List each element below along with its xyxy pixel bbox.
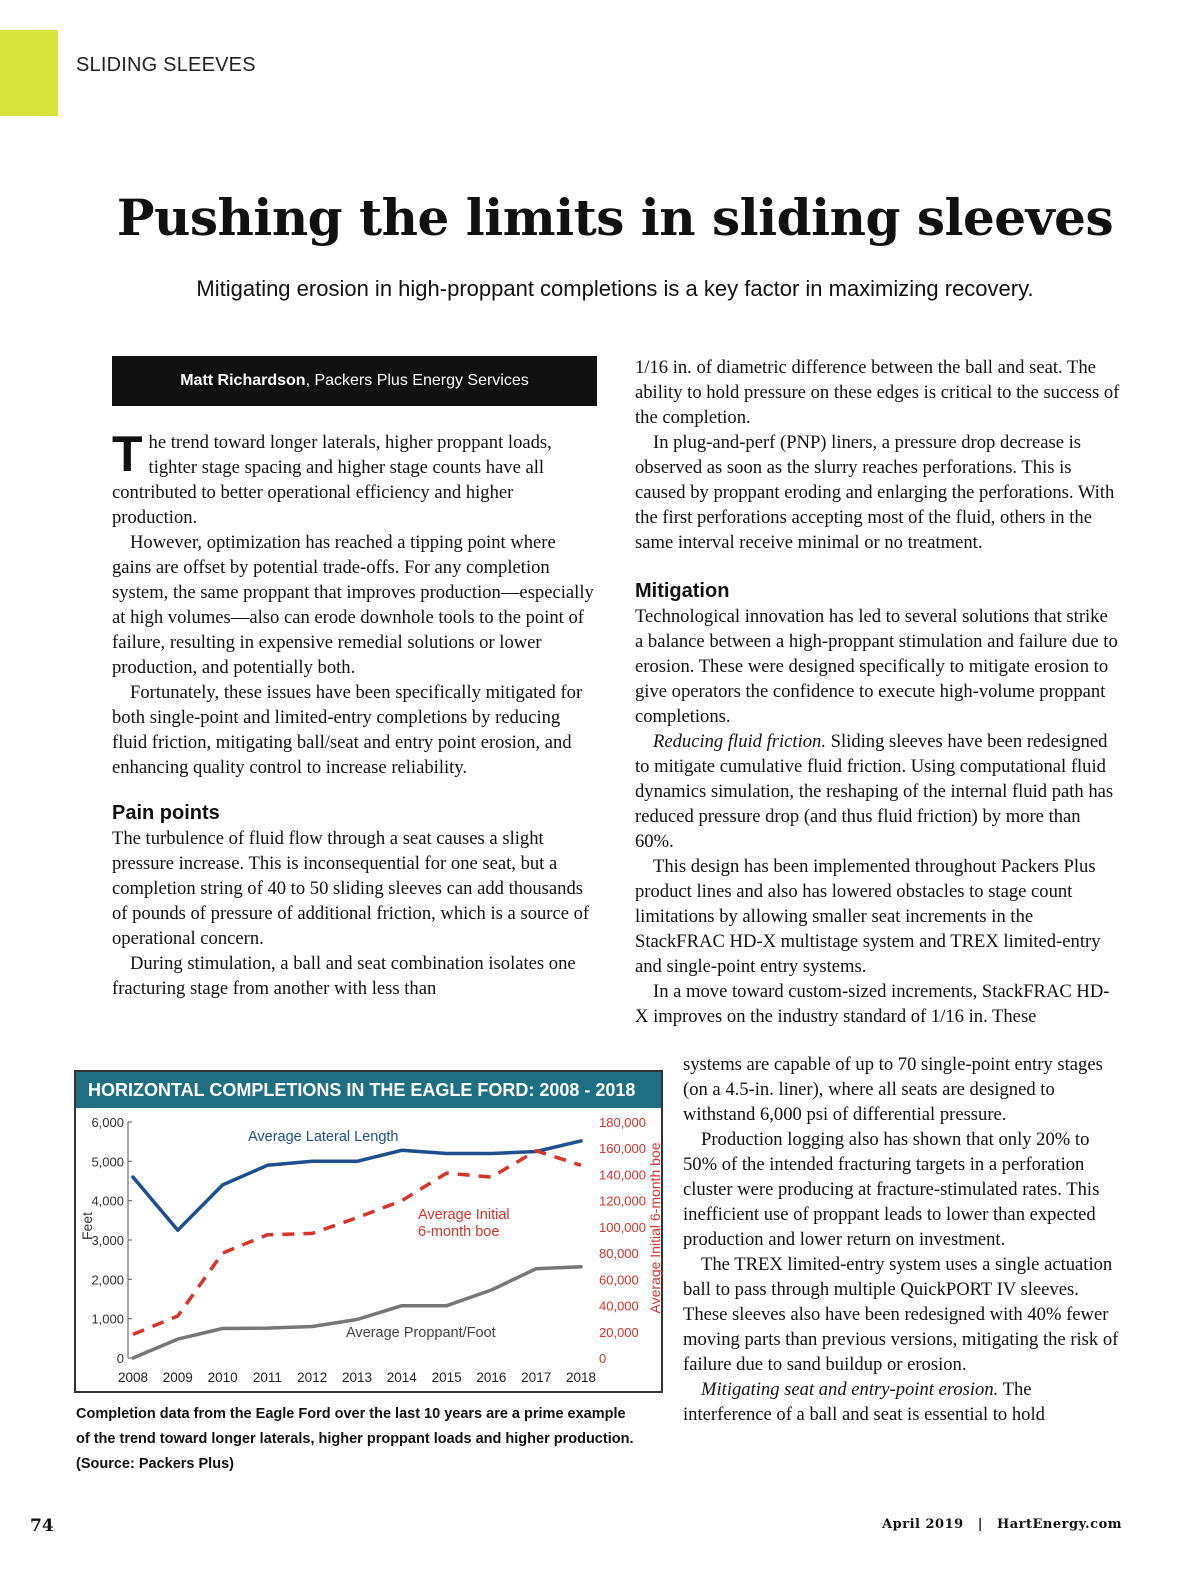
x-tick-label: 2015 <box>431 1370 462 1385</box>
byline-author: Matt Richardson <box>180 372 306 389</box>
y-axis-right <box>599 1115 646 1366</box>
x-tick-label: 2012 <box>297 1370 328 1385</box>
chart-title: HORIZONTAL COMPLETIONS IN THE EAGLE FORD: 2008 - 2018 <box>76 1072 661 1108</box>
article-column-right-top <box>635 355 1120 1029</box>
y2-tick-label: 20,000 <box>599 1324 639 1340</box>
deck: Mitigating erosion in high-proppant completions is a key factor in maximizing recovery. <box>196 276 1034 301</box>
byline-org: , Packers Plus Energy Services <box>305 372 529 389</box>
y2-tick-label: 60,000 <box>599 1272 639 1288</box>
series-line-average-proppant-foot <box>133 1267 581 1358</box>
y2-tick-label: 0 <box>599 1351 607 1366</box>
y2-tick-label: 160,000 <box>599 1141 646 1157</box>
series-line-average-initial-6-month-boe <box>133 1151 581 1335</box>
footer-separator: | <box>977 1517 983 1532</box>
chart-caption: Completion data from the Eagle Ford over the last 10 years are a prime example of the trend toward longer laterals, higher proppant loads and higher production. (Source: Packers Plus) <box>76 1406 634 1472</box>
subhead-pain-points: Pain points <box>112 802 220 824</box>
y2-tick-label: 120,000 <box>599 1193 646 1209</box>
page-number: 74 <box>30 1516 54 1536</box>
paragraph: In a move toward custom-sized increments, StackFRAC HD-X improves on the industry standard of 1/16 in. These <box>635 981 1110 1027</box>
y-tick-label: 0 <box>116 1351 124 1366</box>
x-tick-label: 2017 <box>521 1370 552 1385</box>
paragraph <box>635 729 1120 854</box>
chart-plot <box>76 1108 661 1391</box>
y2-tick-label: 40,000 <box>599 1298 639 1314</box>
paragraph <box>683 1377 1120 1427</box>
label-boe-line1: Average Initial <box>418 1207 510 1223</box>
page-footer <box>882 1517 1122 1532</box>
paragraph-intro <box>112 426 598 530</box>
footer-date: April 2019 <box>882 1517 964 1532</box>
y-axis-label: Feet <box>79 1211 95 1241</box>
x-tick-label: 2010 <box>207 1370 238 1385</box>
paragraph: Technological innovation has led to several solutions that strike a balance between a high-proppant stimulation and failure due to erosion. These were designed specifically to mitigate erosion to give operators the confidence to execute high-volume proppant completions. <box>635 606 1118 727</box>
paragraph: Production logging also has shown that only 20% to 50% of the intended fracturing targets in a perforation cluster were producing at fracture-stimulated rates. This inefficient use of proppant leads to lower than expected production and lower return on investment. <box>683 1129 1100 1250</box>
paragraph: 1/16 in. of diametric difference between the ball and seat. The ability to hold pressure on these edges is critical to the success of the completion. <box>635 357 1120 428</box>
x-tick-label: 2018 <box>565 1370 597 1385</box>
article-column-right-bottom <box>683 1052 1120 1427</box>
label-boe-line2: 6-month boe <box>418 1224 500 1240</box>
paragraph: During stimulation, a ball and seat combination isolates one fracturing stage from another with less than <box>112 953 576 999</box>
y-tick-label: 5,000 <box>91 1154 124 1170</box>
y-tick-label: 3,000 <box>91 1233 124 1248</box>
paragraph: Fortunately, these issues have been specifically mitigated for both single-point and limited-entry completions by reducing fluid friction, mitigating ball/seat and entry point erosion, and enhancing quality control to increase reliability. <box>112 682 583 778</box>
x-tick-label: 2014 <box>386 1370 417 1385</box>
label-lateral-length: Average Lateral Length <box>248 1129 399 1145</box>
chart-figure <box>74 1070 663 1393</box>
y-axis-left <box>91 1115 132 1366</box>
paragraph: This design has been implemented throughout Packers Plus product lines and also has lowered obstacles to stage count limitations by allowing smaller seat increments in the StackFRAC HD-X multistage system and TREX limited-entry and single-point entry systems. <box>635 856 1101 977</box>
article-column-left <box>112 426 598 1001</box>
y-tick-label: 6,000 <box>91 1115 124 1130</box>
paragraph-text: The interference of a ball and seat is essential to hold <box>683 1379 1045 1425</box>
y2-tick-label: 180,000 <box>599 1115 646 1130</box>
paragraph: In plug-and-perf (PNP) liners, a pressure drop decrease is observed as soon as the slurry reaches perforations. This is caused by proppant eroding and enlarging the perforations. With the first perforations accepting most of the fluid, others in the same interval receive minimal or no treatment. <box>635 432 1115 553</box>
y-tick-label: 2,000 <box>91 1272 124 1288</box>
run-in-head: Mitigating seat and entry-point erosion. <box>701 1379 999 1400</box>
run-in-head: Reducing fluid friction. <box>653 731 826 752</box>
dropcap: T <box>112 426 143 482</box>
y2-tick-label: 80,000 <box>599 1246 639 1262</box>
paragraph-intro-text: he trend toward longer laterals, higher proppant loads, tighter stage spacing and higher stage counts have all contributed to better operational efficiency and higher production. <box>112 432 552 528</box>
y2-axis-label: Average Initial 6-month boe <box>647 1142 663 1314</box>
footer-site: HartEnergy.com <box>996 1517 1122 1532</box>
paragraph: systems are capable of up to 70 single-point entry stages (on a 4.5-in. liner), where all seats are designed to withstand 6,000 psi of differential pressure. <box>683 1054 1103 1125</box>
headline: Pushing the limits in sliding sleeves <box>116 188 1114 247</box>
paragraph: The turbulence of fluid flow through a seat causes a slight pressure increase. This is inconsequential for one seat, but a completion string of 40 to 50 sliding sleeves can add thousands of pounds of pressure of additional friction, which is a source of operational concern. <box>112 828 590 949</box>
y-tick-label: 1,000 <box>91 1311 124 1327</box>
y-tick-label: 4,000 <box>91 1193 124 1209</box>
subhead-mitigation: Mitigation <box>635 580 730 602</box>
section-label: SLIDING SLEEVES <box>76 54 256 76</box>
byline <box>112 356 597 406</box>
x-tick-label: 2013 <box>341 1370 373 1385</box>
x-axis <box>118 1370 596 1385</box>
paragraph-text: Sliding sleeves have been redesigned to mitigate cumulative fluid friction. Using computational fluid dynamics simulation, the reshaping of the internal fluid path has reduced pressure drop (and thus fluid friction) by more than 60%. <box>635 731 1114 852</box>
x-tick-label: 2016 <box>476 1370 507 1385</box>
x-tick-label: 2011 <box>252 1370 282 1385</box>
x-tick-label: 2009 <box>162 1370 193 1385</box>
label-proppant: Average Proppant/Foot <box>346 1325 496 1341</box>
series-line-average-lateral-length <box>133 1141 581 1230</box>
paragraph: The TREX limited-entry system uses a single actuation ball to pass through multiple QuickPORT IV sleeves. These sleeves also have been redesigned with 40% fewer moving parts than previous versions, mitigating the risk of failure due to sand buildup or erosion. <box>683 1254 1119 1375</box>
y2-tick-label: 100,000 <box>599 1219 646 1235</box>
paragraph: However, optimization has reached a tipping point where gains are offset by potential trade-offs. For any completion system, the same proppant that improves production—especially at high volumes—also can erode downhole tools to the point of failure, resulting in expensive remedial solutions or lower production, and potentially both. <box>112 532 594 678</box>
y2-tick-label: 140,000 <box>599 1167 646 1183</box>
section-color-tab <box>0 30 58 116</box>
x-tick-label: 2008 <box>117 1370 149 1385</box>
